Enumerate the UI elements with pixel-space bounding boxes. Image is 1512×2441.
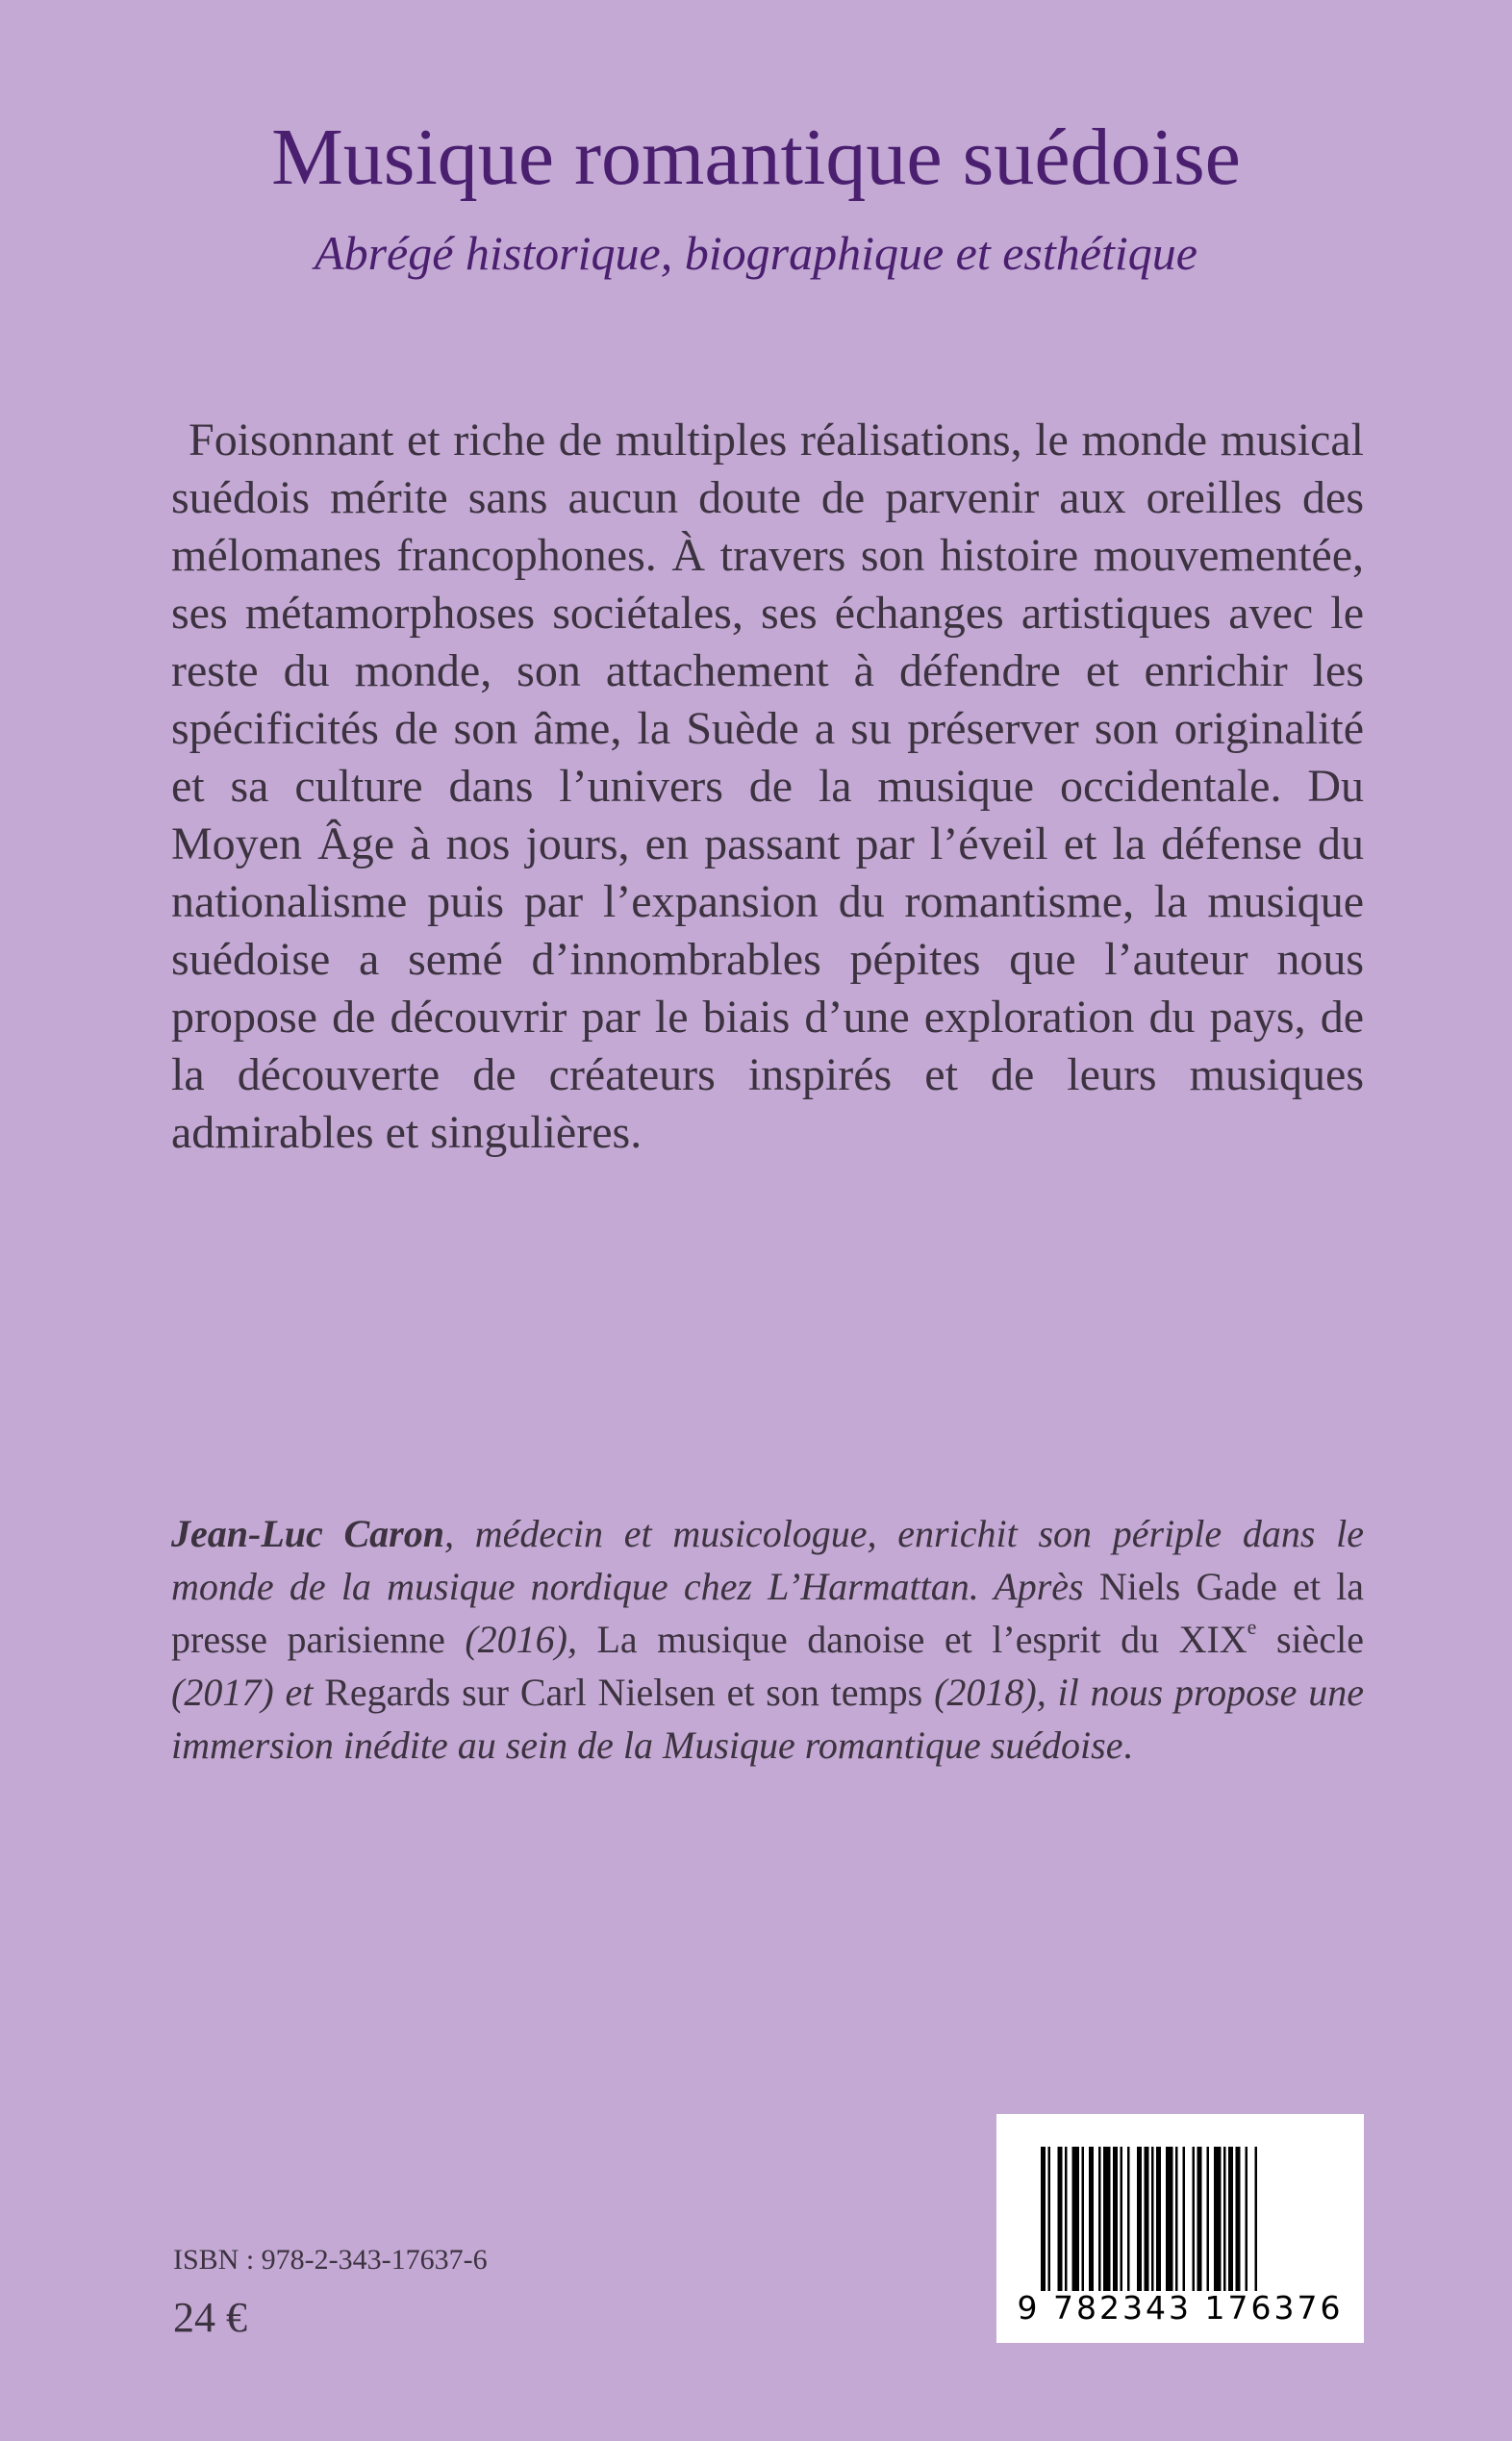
barcode-bar <box>1193 2147 1196 2291</box>
author-name: Jean-Luc Caron <box>171 1512 444 1555</box>
barcode-bar <box>1065 2147 1068 2291</box>
barcode-bar <box>1197 2147 1202 2291</box>
barcode-bar <box>1151 2147 1154 2291</box>
book-title-2-sup: e <box>1247 1615 1257 1639</box>
barcode-bar <box>1089 2147 1094 2291</box>
barcode-bar <box>1214 2147 1222 2291</box>
barcode <box>996 2114 1364 2343</box>
barcode-bar <box>1103 2147 1111 2291</box>
barcode-bar <box>1072 2147 1080 2291</box>
book-title: Musique romantique suédoise <box>271 113 1241 202</box>
barcode-icon <box>1041 2147 1320 2291</box>
barcode-bar <box>1236 2147 1241 2291</box>
book-title-2: La musique danoise et l’esprit du XIX <box>596 1618 1247 1661</box>
barcode-bar <box>1145 2147 1149 2291</box>
isbn: ISBN : 978-2-343-17637-6 <box>173 2244 488 2276</box>
barcode-bar <box>1121 2147 1123 2291</box>
barcode-bar <box>1058 2147 1063 2291</box>
book-title-3: Regards sur Carl Nielsen et son temps <box>324 1671 923 1714</box>
book-year-1: (2016), <box>465 1618 577 1661</box>
barcode-bar <box>1137 2147 1142 2291</box>
barcode-bar <box>1255 2147 1258 2291</box>
barcode-bar <box>1048 2147 1051 2291</box>
barcode-bar <box>1113 2147 1118 2291</box>
back-cover-blurb: Foisonnant et riche de multiples réalisations, le monde musical suédois mérite sans aucun doute de parvenir aux oreilles des mélomanes francophones. À travers son histoire mouvementée, ses métamorphoses sociétales, ses échanges artistiques avec le reste du monde, son attachement à défendre et enrichir les spécificités de son âme, la Suède a su préserver son originalité et sa culture dans l’univers de la musique occidentale. Du Moyen Âge à nos jours, en passant par l’éveil et la défense du nationalisme puis par l’expansion du romantisme, la musique suédoise a semé d’innombrables pépites que l’auteur nous propose de découvrir par le biais d’une exploration du pays, de la découverte de créateurs inspirés et de leurs musiques admirables et singulières. <box>171 415 1364 1158</box>
barcode-bar <box>1041 2147 1046 2291</box>
barcode-bar <box>1098 2147 1101 2291</box>
author-bio-end: . <box>1122 1724 1133 1767</box>
author-intro: , médecin et musicologue, enrichit son périple dans le monde de la musique nordique chez L’Harmattan. Après <box>171 1512 1365 1608</box>
barcode-bar <box>1156 2147 1161 2291</box>
book-year-2: (2017) et <box>171 1671 314 1714</box>
barcode-bar <box>1223 2147 1226 2291</box>
barcode-bar <box>1175 2147 1178 2291</box>
book-title-1: Niels Gade et la presse parisienne <box>171 1565 1365 1661</box>
barcode-digits: 9 782343 176376 <box>1017 2289 1344 2327</box>
book-subtitle: Abrégé historique, biographique et esthétique <box>315 226 1197 280</box>
barcode-bar <box>1082 2147 1085 2291</box>
book-title-2-end: siècle <box>1256 1618 1364 1661</box>
book-year-3: (2018), il nous propose une immersion inédite au sein de la Musique romantique suédoise <box>171 1671 1365 1767</box>
barcode-bar <box>1183 2147 1186 2291</box>
barcode-bar <box>1246 2147 1248 2291</box>
barcode-bar <box>1207 2147 1210 2291</box>
barcode-bar <box>1127 2147 1130 2291</box>
price: 24 € <box>173 2294 247 2341</box>
author-bio <box>171 1507 1364 1772</box>
barcode-bar <box>1166 2147 1173 2291</box>
barcode-bar <box>1228 2147 1233 2291</box>
